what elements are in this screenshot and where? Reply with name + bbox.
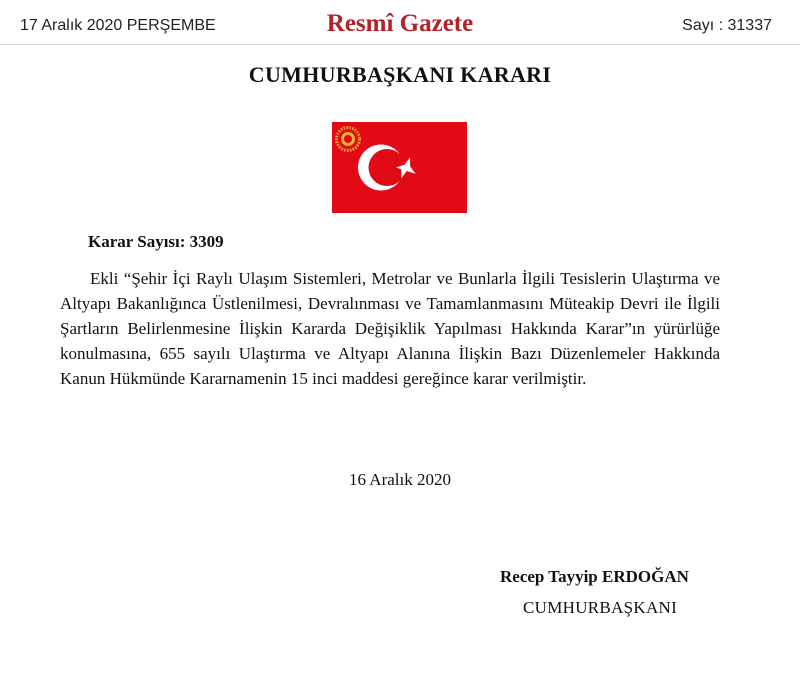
turkish-flag-icon xyxy=(332,122,467,213)
signatory-name: Recep Tayyip ERDOĞAN xyxy=(500,567,689,586)
decree-date: 16 Aralık 2020 xyxy=(349,470,451,489)
header-date: 17 Aralık 2020 PERŞEMBE xyxy=(20,17,216,34)
signatory-title: CUMHURBAŞKANI xyxy=(523,598,678,617)
issue-number: Sayı : 31337 xyxy=(682,17,772,34)
decree-number: Karar Sayısı: 3309 xyxy=(88,232,224,251)
turkish-flag-graphic xyxy=(332,122,467,213)
decree-heading: CUMHURBAŞKANI KARARI xyxy=(248,62,552,87)
gazette-title: Resmî Gazete xyxy=(326,10,474,37)
gazette-header xyxy=(0,8,800,45)
decree-body: Ekli “Şehir İçi Raylı Ulaşım Sistemleri, Metrolar ve Bunlarla İlgili Tesislerin Ulaştırma ve Altyapı Bakanlığınca Üstlenilmesi, Devralınması ve Tamamlanmasını Müteakip Devri ile İlgili Şartların Belirlenmesine İlişkin Kararda Değişiklik Yapılması Hakkında Karar”ın yürürlüğe konulmasına, 655 sayılı Ulaştırma ve Altyapı Alanına İlişkin Bazı Düzenlemeler Hakkında Kanun Hükmünde Kararnamenin 15 inci maddesi gereğince karar verilmiştir. xyxy=(60,269,720,388)
